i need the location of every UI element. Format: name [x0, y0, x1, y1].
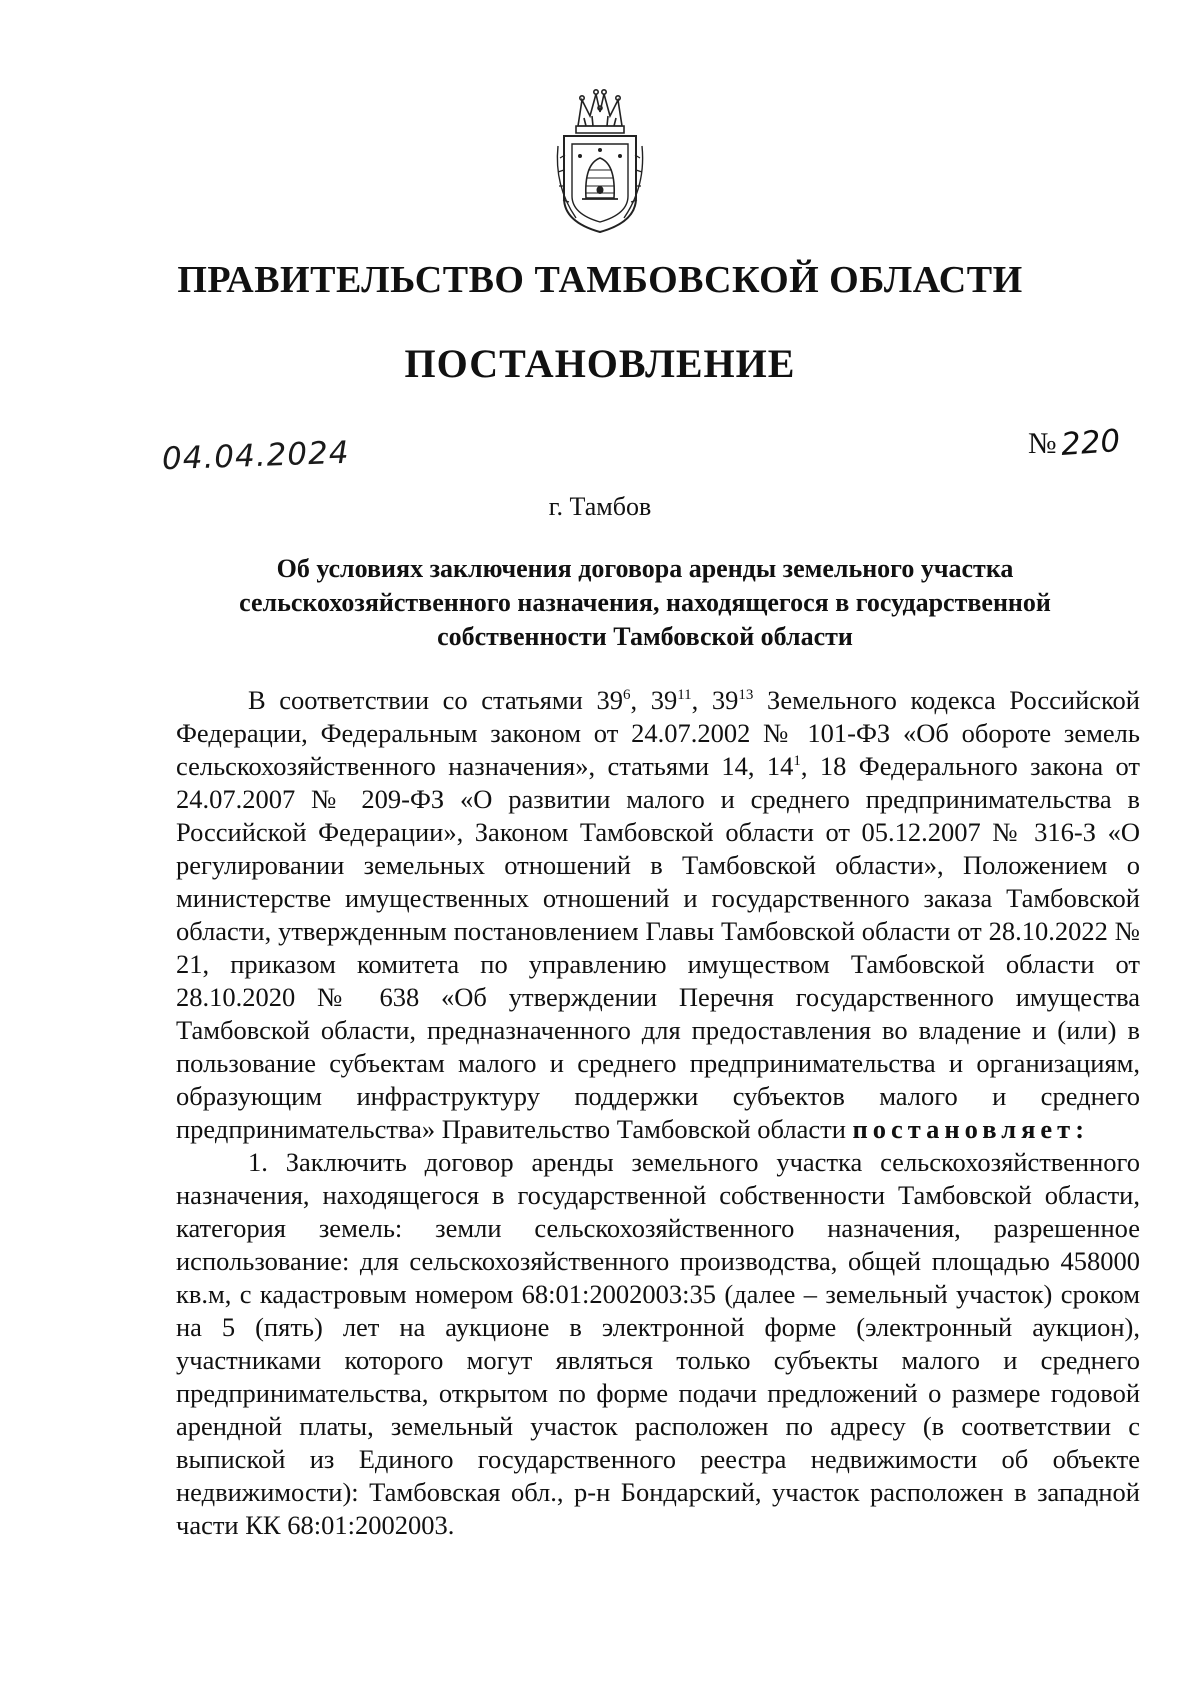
subject-line: собственности Тамбовской области	[437, 622, 853, 651]
subject-line: сельскохозяйственного назначения, находящегося в государственной	[239, 588, 1051, 617]
preamble-text: , 39	[630, 685, 678, 715]
organization-title: ПРАВИТЕЛЬСТВО ТАМБОВСКОЙ ОБЛАСТИ	[177, 259, 1023, 301]
document-type-heading: ПОСТАНОВЛЕНИЕ	[404, 341, 796, 386]
document-number	[1028, 422, 1121, 464]
subject-line: Об условиях заключения договора аренды земельного участка	[276, 554, 1014, 583]
clause-1-paragraph: 1. Заключить договор аренды земельного участка сельскохозяйственного назначения, находящегося в государственной собственности Тамбовской области, категория земель: земли сельскохозяйственного назначения, разрешенное использование: для сельскохозяйственного производства, общей площадью 458000 кв.м, с кадастровым номером 68:01:2002003:35 (далее – земельный участок) сроком на 5 (пять) лет на аукционе в электронной форме (электронный аукцион), участниками которого могут являться только субъекты малого и среднего предпринимательства, открытом по форме подачи предложений о размере годовой арендной платы, земельный участок расположен по адресу (в соответствии с выпиской из Единого государственного реестра недвижимости об объекте недвижимости): Тамбовская обл., р-н Бондарский, участок расположен в западной части КК 68:01:2002003.	[176, 1147, 1140, 1540]
article-superscript: 11	[677, 687, 692, 704]
document-subject	[180, 552, 1110, 654]
article-superscript: 13	[738, 687, 754, 704]
handwritten-number: 220	[1059, 422, 1121, 464]
city-label: г. Тамбов	[548, 492, 652, 521]
preamble-paragraph	[176, 684, 1140, 1146]
handwritten-date: 04.04.2024	[161, 434, 351, 478]
preamble-text: В соответствии со статьями 39	[248, 685, 623, 715]
article-superscript: 1	[793, 753, 801, 770]
article-superscript: 6	[622, 687, 631, 704]
document-body	[176, 684, 1140, 1542]
preamble-text: , 39	[691, 685, 739, 715]
preamble-text: , 18 Федерального закона от 24.07.2007 № 209-ФЗ «О развитии малого и среднего предпринимательства в Российской Федерации», Законом Тамбовской области от 05.12.2007 № 316-З «О регулировании земельных отношений в Тамбовской области», Положением о министерстве имущественных отношений и государственного заказа Тамбовской области, утвержденным постановлением Главы Тамбовской области от 28.10.2022 № 21, приказом комитета по управлению имуществом Тамбовской области от 28.10.2020 № 638 «Об утверждении Перечня государственного имущества Тамбовской области, предназначенного для предоставления во владение и (или) в пользование субъектам малого и среднего предпринимательства и организациям, образующим инфраструктуру поддержки субъектов малого и среднего предпринимательства» Правительство Тамбовской области	[176, 751, 1140, 1144]
decree-word: постановляет:	[852, 1114, 1090, 1144]
number-sign: №	[1028, 427, 1057, 460]
tambov-coat-of-arms-icon	[552, 86, 648, 236]
preamble-text: Земельного кодекса Российской Федерации, Федеральным законом от 24.07.2002 № 101-ФЗ «Об обороте земель сельскохозяйственного назначения», статьями 14, 14	[176, 685, 1140, 781]
